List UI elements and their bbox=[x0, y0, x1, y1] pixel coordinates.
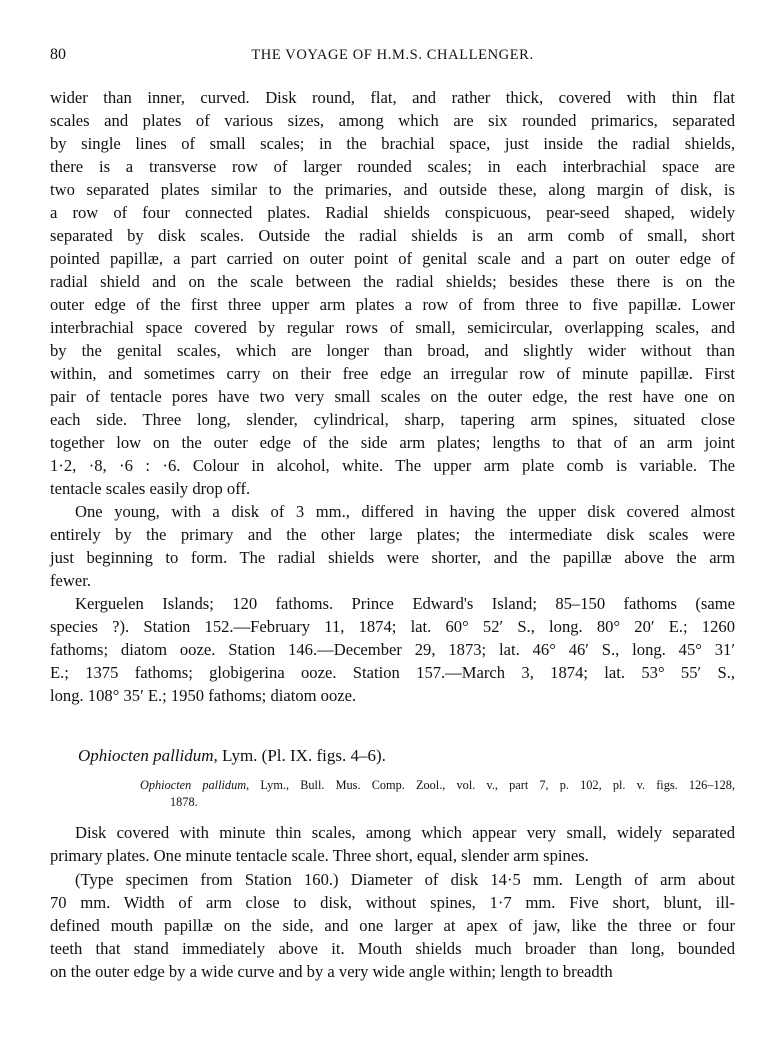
citation-line-1 bbox=[140, 777, 735, 793]
para1-line: two separated plates similar to the primaries, and outside these, along margin of disk, is bbox=[50, 180, 735, 199]
para1-line: radial shield and on the scale between the radial shields; besides these there is on the bbox=[50, 272, 735, 291]
para3-line: fathoms; diatom ooze. Station 146.—December 29, 1873; lat. 46° 46′ S., long. 45° 31′ bbox=[50, 640, 735, 659]
para2-line: entirely by the primary and the other large plates; the intermediate disk scales were bbox=[50, 525, 735, 544]
para1-line: each side. Three long, slender, cylindrical, sharp, tapering arm spines, situated close bbox=[50, 410, 735, 429]
para1-line: interbrachial space covered by regular rows of small, semicircular, overlapping scales, and bbox=[50, 318, 735, 337]
running-title: THE VOYAGE OF H.M.S. CHALLENGER. bbox=[251, 47, 534, 63]
para2-line: just beginning to form. The radial shields were shorter, and the papillæ above the arm bbox=[50, 548, 735, 567]
para1-line: 1·2, ·8, ·6 : ·6. Colour in alcohol, white. The upper arm plate comb is variable. The bbox=[50, 456, 735, 475]
para4-line: primary plates. One minute tentacle scale. Three short, equal, slender arm spines. bbox=[50, 846, 589, 865]
para3-line: long. 108° 35′ E.; 1950 fathoms; diatom ooze. bbox=[50, 686, 357, 705]
species-heading bbox=[78, 746, 386, 766]
para3-line: Kerguelen Islands; 120 fathoms. Prince Edward's Island; 85–150 fathoms (same bbox=[75, 594, 735, 613]
citation-reference: , Lym., Bull. Mus. Comp. Zool., vol. v., part 7, p. 102, pl. v. figs. 126–128, bbox=[246, 778, 735, 792]
para1-line: a row of four connected plates. Radial shields conspicuous, pear-seed shaped, widely bbox=[50, 203, 735, 222]
para4-line: Disk covered with minute thin scales, among which appear very small, widely separated bbox=[75, 823, 735, 842]
para5-line: 70 mm. Width of arm close to disk, without spines, 1·7 mm. Five short, blunt, ill- bbox=[50, 893, 735, 912]
para5-line: teeth that stand immediately above it. Mouth shields much broader than long, bounded bbox=[50, 939, 735, 958]
para1-line: by the genital scales, which are longer than broad, and slightly wider without than bbox=[50, 341, 735, 360]
species-name: Ophiocten pallidum bbox=[78, 746, 214, 765]
para1-line: there is a transverse row of larger rounded scales; in each interbrachial space are bbox=[50, 157, 735, 176]
species-authority: , Lym. (Pl. IX. figs. 4–6). bbox=[213, 746, 386, 765]
running-header bbox=[50, 46, 735, 68]
para5-line: defined mouth papillæ on the side, and one larger at apex of jaw, like the three or four bbox=[50, 916, 735, 935]
para1-line: together low on the outer edge of the side arm plates; lengths to that of an arm joint bbox=[50, 433, 735, 452]
para1-line: pointed papillæ, a part carried on outer point of genital scale and a part on outer edge of bbox=[50, 249, 735, 268]
citation-line-2: 1878. bbox=[170, 795, 198, 809]
para3-line: E.; 1375 fathoms; globigerina ooze. Station 157.—March 3, 1874; lat. 53° 55′ S., bbox=[50, 663, 735, 682]
para2-line: fewer. bbox=[50, 571, 91, 590]
para1-line: outer edge of the first three upper arm plates a row of from three to five papillæ. Lower bbox=[50, 295, 735, 314]
para5-line: on the outer edge by a wide curve and by a very wide angle within; length to breadth bbox=[50, 962, 613, 981]
para1-line: tentacle scales easily drop off. bbox=[50, 479, 251, 498]
para1-line: pair of tentacle pores have two very small scales on the outer edge, the rest have one on bbox=[50, 387, 735, 406]
para1-line: separated by disk scales. Outside the radial shields is an arm comb of small, short bbox=[50, 226, 735, 245]
citation-species: Ophiocten pallidum bbox=[140, 778, 247, 792]
para5-line: (Type specimen from Station 160.) Diameter of disk 14·5 mm. Length of arm about bbox=[75, 870, 735, 889]
para1-line: wider than inner, curved. Disk round, flat, and rather thick, covered with thin flat bbox=[50, 88, 735, 107]
para1-line: within, and sometimes carry on their free edge an irregular row of minute papillæ. First bbox=[50, 364, 735, 383]
para1-line: by single lines of small scales; in the brachial space, just inside the radial shields, bbox=[50, 134, 735, 153]
para2-line: One young, with a disk of 3 mm., differed in having the upper disk covered almost bbox=[75, 502, 735, 521]
para1-line: scales and plates of various sizes, among which are six rounded primarics, separated bbox=[50, 111, 735, 130]
para3-line: species ?). Station 152.—February 11, 1874; lat. 60° 52′ S., long. 80° 20′ E.; 1260 bbox=[50, 617, 735, 636]
page-number: 80 bbox=[50, 46, 66, 63]
